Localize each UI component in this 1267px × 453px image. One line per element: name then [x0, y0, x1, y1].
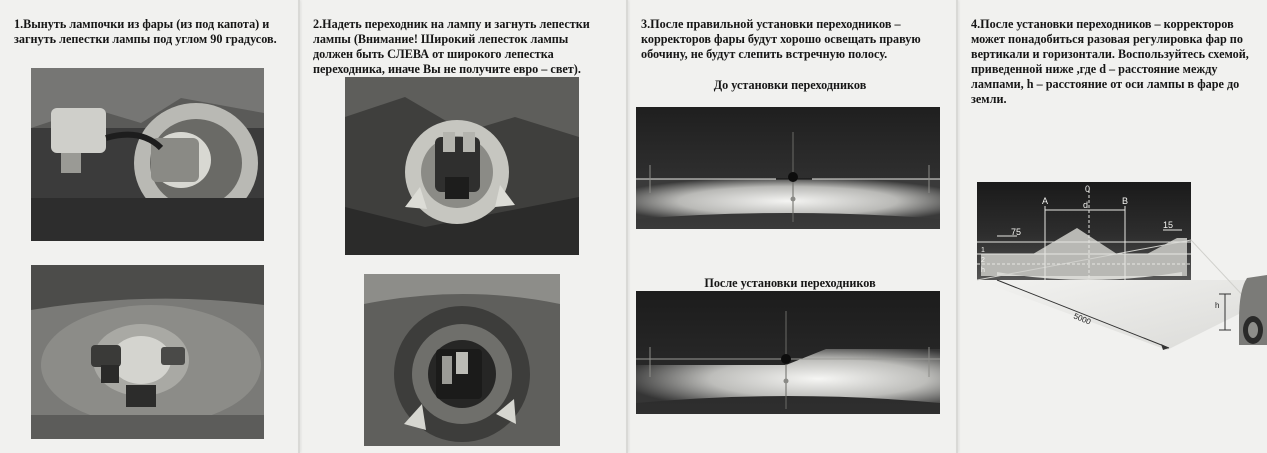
scheme-label-0: 0: [1085, 184, 1091, 194]
scheme-label-h-left: h: [981, 267, 985, 274]
scheme-label-d: d: [1083, 200, 1089, 210]
step-1-text: 1.Вынуть лампочки из фары (из под капота) и загнуть лепестки лампы под углом 90 градусов.: [14, 17, 277, 46]
photo-bulb-bent-petals: [31, 265, 264, 439]
scheme-label-75: 75: [1011, 227, 1022, 237]
photo-adapter-on-bulb: [345, 77, 579, 255]
caption-before: До установки переходников: [713, 78, 867, 92]
step-3-text: 3.После правильной установки переходников – корректоров фары будут хорошо освещать правую обочину, не будут слепить встречную полосу.: [641, 17, 921, 61]
fold-line-3: [956, 0, 958, 453]
photo-adapter-installed: [364, 274, 560, 446]
scheme-label-a: A: [1042, 196, 1049, 206]
scheme-label-1: 1: [981, 247, 985, 254]
caption-after: После установки переходников: [704, 276, 876, 290]
scheme-label-5000: 5000: [1072, 311, 1093, 327]
scheme-label-2: 2: [981, 257, 985, 264]
scheme-label-h: h: [1215, 301, 1220, 310]
scheme-label-b: B: [1122, 196, 1129, 206]
scheme-label-15: 15: [1163, 220, 1174, 230]
beam-after-image: [636, 291, 940, 414]
headlight-adjustment-scheme: [977, 180, 1267, 360]
fold-line-2: [626, 0, 628, 453]
step-4-text: 4.После установки переходников – корректоров может понадобиться разовая регулировка фар по вертикали и горизонтали. Воспользуйтесь схемой, приведенной ниже ,где d – расстояние между лампами, h – расстояние от оси лампы в фаре до земли.: [971, 17, 1249, 106]
beam-before-image: [636, 107, 940, 229]
step-2-text: 2.Надеть переходник на лампу и загнуть лепестки лампы (Внимание! Широкий лепесток лампы должен быть СЛЕВА от широкого лепестка переходника, иначе Вы не получите евро – свет).: [313, 17, 590, 76]
fold-line-1: [298, 0, 300, 453]
photo-bulb-removal: [31, 68, 264, 241]
